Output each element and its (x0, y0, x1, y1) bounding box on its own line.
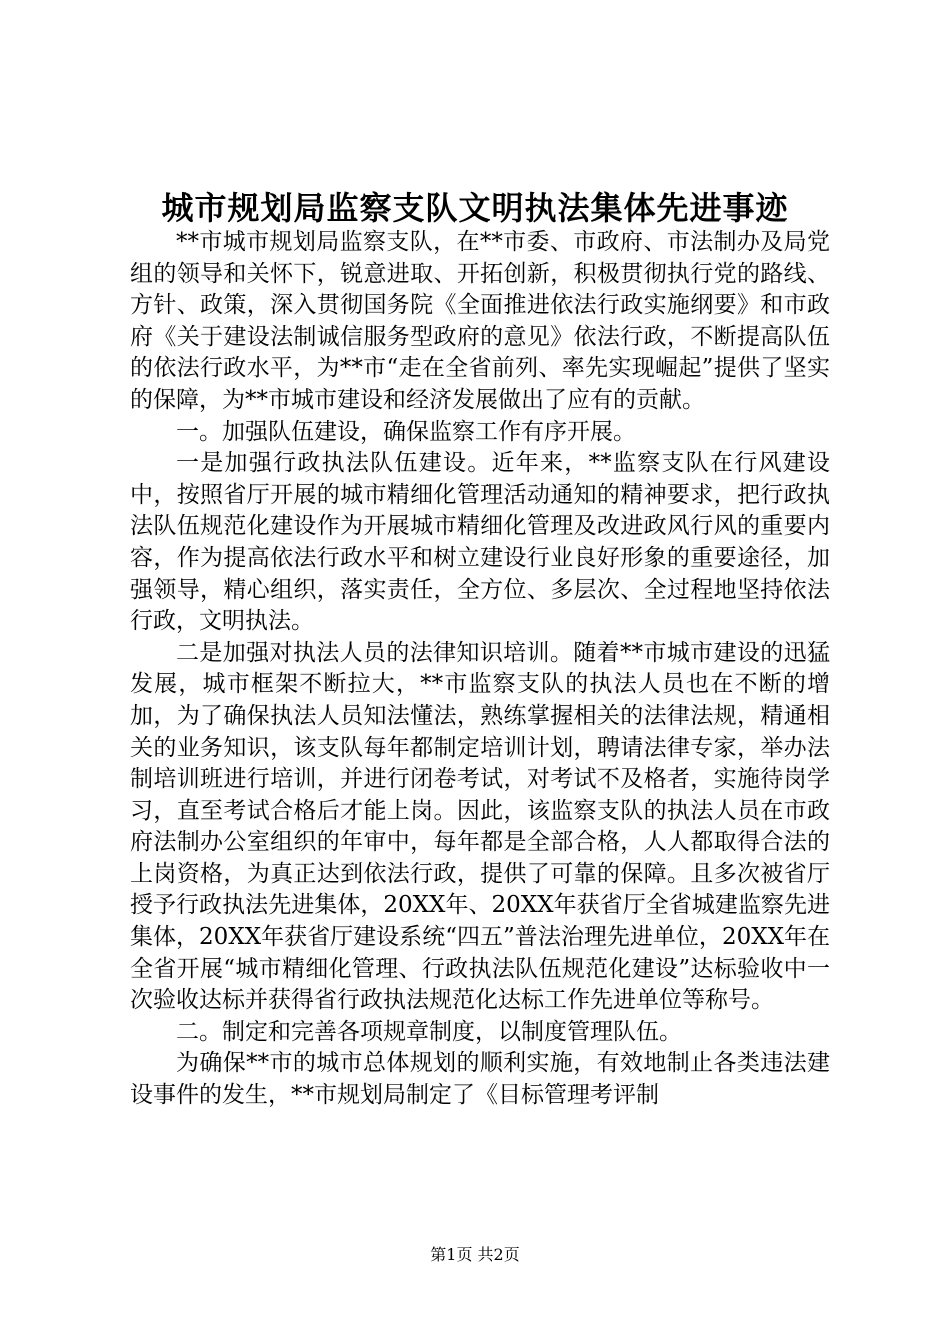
paragraph-team-building: 一是加强行政执法队伍建设。近年来，**监察支队在行风建设中，按照省厅开展的城市精细化管理活动通知的精神要求，把行政执法队伍规范化建设作为开展城市精细化管理及改进政风行风的重要内容，作为提高依法行政水平和树立建设行业良好形象的重要途径，加强领导，精心组织，落实责任，全方位、多层次、全过程地坚持依法行政，文明执法。 (130, 450, 830, 635)
page-number-footer: 第1页 共2页 (430, 1245, 520, 1264)
paragraph-regulations: 为确保**市的城市总体规划的顺利实施，有效地制止各类违法建设事件的发生，**市规划局制定了《目标管理考评制 (130, 1050, 830, 1109)
paragraph-legal-training: 二是加强对执法人员的法律知识培训。随着**市城市建设的迅猛发展，城市框架不断拉大，**市监察支队的执法人员也在不断的增加，为了确保执法人员知法懂法，熟练掌握相关的法律法规，精通相关的业务知识，该支队每年都制定培训计划，聘请法律专家，举办法制培训班进行培训，并进行闭卷考试，对考试不及格者，实施待岗学习，直至考试合格后才能上岗。因此，该监察支队的执法人员在市政府法制办公室组织的年审中，每年都是全部合格，人人都取得合法的上岗资格，为真正达到依法行政，提供了可靠的保障。且多次被省厅授予行政执法先进集体，20XX年、20XX年获省厅全省城建监察先进集体，20XX年获省厅建设系统“四五”普法治理先进单位，20XX年在全省开展“城市精细化管理、行政执法队伍规范化建设”达标验收中一次验收达标并获得省行政执法规范化达标工作先进单位等称号。 (130, 639, 830, 1014)
paragraph-intro: **市城市规划局监察支队，在**市委、市政府、市法制办及局党组的领导和关怀下，锐意进取、开拓创新，积极贯彻执行党的路线、方针、政策，深入贯彻国务院《全面推进依法行政实施纲要》和市政府《关于建设法制诚信服务型政府的意见》依法行政，不断提高队伍的依法行政水平，为**市“走在全省前列、率先实现崛起”提供了坚实的保障，为**市城市建设和经济发展做出了应有的贡献。 (130, 229, 830, 413)
document-body (130, 227, 830, 1112)
section-heading-2: 二。制定和完善各项规章制度，以制度管理队伍。 (176, 1018, 682, 1045)
document-title: 城市规划局监察支队文明执法集体先进事迹 (161, 189, 789, 227)
section-heading-1: 一。加强队伍建设，确保监察工作有序开展。 (176, 418, 636, 445)
